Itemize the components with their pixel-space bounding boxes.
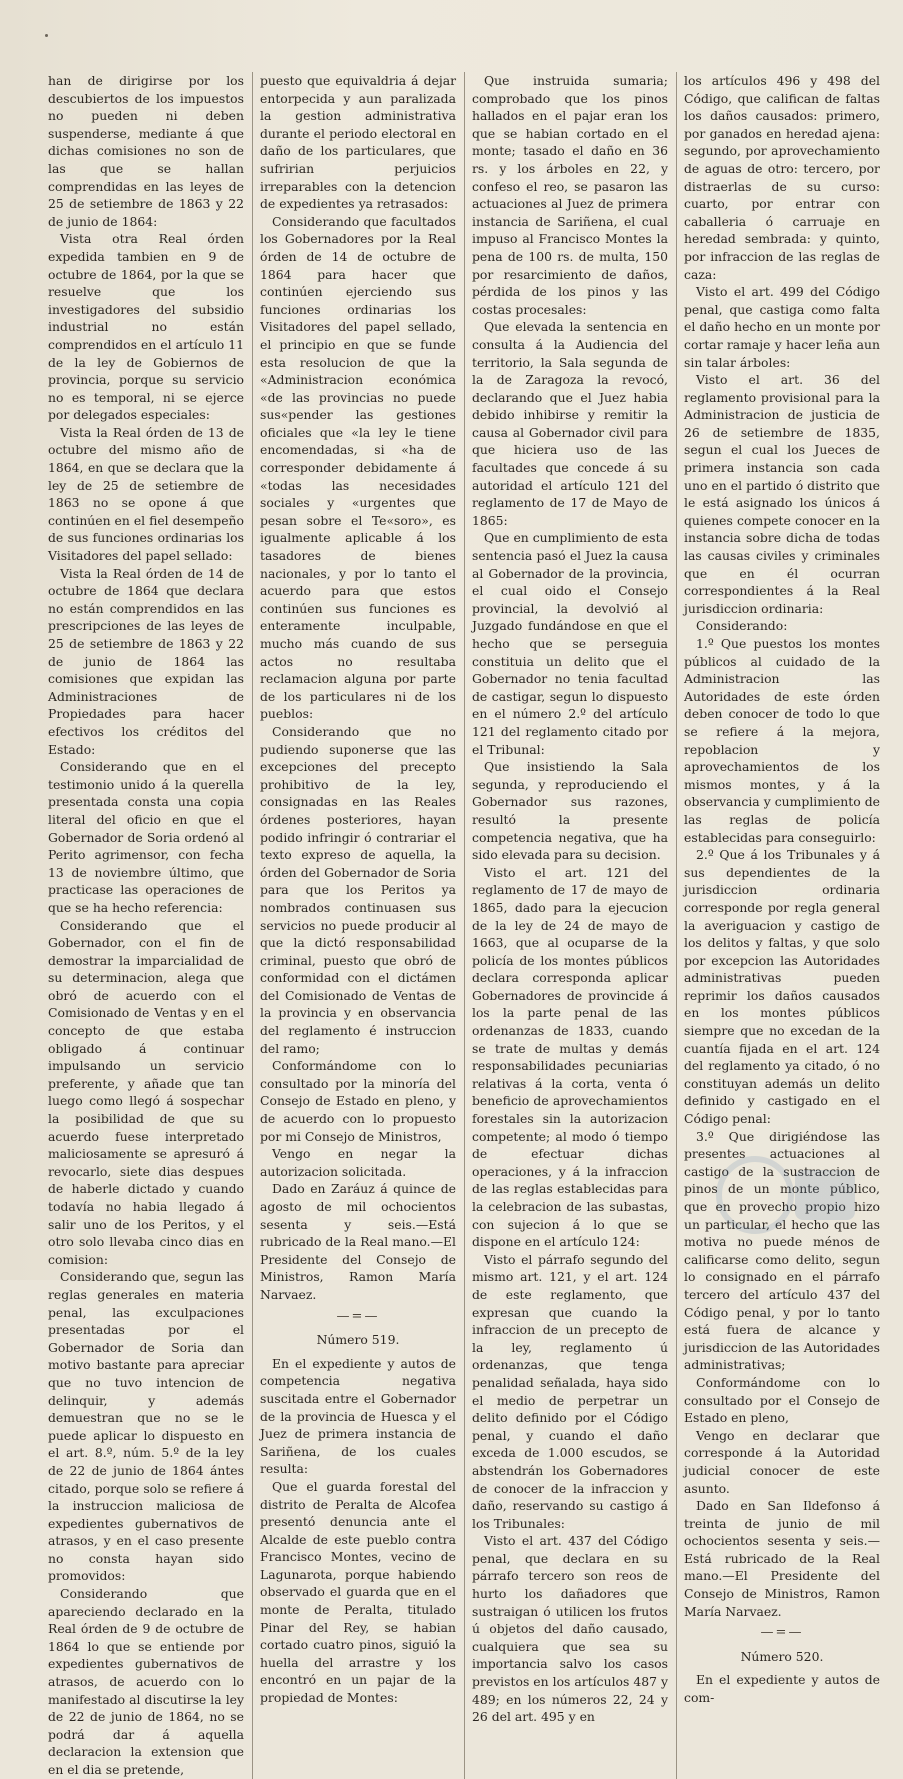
paragraph: han de dirigirse por los descubiertos de los impuestos no pueden ni deben suspenderse, mediante á que dichas comisiones no son de las que se hallan comprendidas en las leyes de 25 de setiembre de 1863 y 22 de junio de 1864: — [48, 73, 244, 229]
paragraph: Que insistiendo la Sala segunda, y reproduciendo el Gobernador sus razones, resultó la presente competencia negativa, que ha sido elevada para su decision. — [472, 759, 668, 863]
paragraph: Considerando: — [696, 618, 788, 634]
paragraph: Visto el art. 121 del reglamento de 17 de mayo de 1865, dado para la ejecucion de la ley de 24 de mayo de 1663, que al ocuparse de la policía de los montes públicos declara corresponda aplicar Gobernadores de provincide á los la parte penal de las ordenanzas de 1833, cuando se trate de multas y demás responsabilidades pecuniarias relativas á la corta, venta ó beneficio de aprovechamientos forestales sin la autorizacion competente; al modo ó tiempo de efectuar dichas operaciones, y á la infraccion de las reglas establecidas para la celebracion de las subastas, con sujecion á lo que se dispone en el artículo 124: — [472, 864, 668, 1250]
column-1 — [48, 72, 244, 1779]
paragraph: Visto el art. 36 del reglamento provisional para la Administracion de justicia de 26 de setiembre de 1835, segun el cual los Jueces de primera instancia son cada uno en el partido ó distrito que le está asignado los únicos á quienes compete conocer en la instancia sobre dicha de todas las causas civiles y criminales que en él ocurran correspondientes á la Real jurisdiccion ordinaria: — [684, 372, 880, 616]
section-number-heading: Número 519. — [316, 1332, 400, 1348]
paragraph: los artículos 496 y 498 del Código, que califican de faltas los daños causados: primero, por ganados en heredad ajena: segundo, por aprovechamiento de aguas de otro: tercero, por distraerlas de su curso: cuarto, por entrar con caballeria ó carruaje en heredad sembrada: y quinto, por infraccion de las reglas de caza: — [684, 73, 880, 282]
paragraph: Vengo en negar la autorizacion solicitada. — [260, 1146, 456, 1179]
column-2 — [260, 72, 456, 1779]
paragraph: Vista la Real órden de 14 de octubre de 1864 que declara no están comprendidos en las prescripciones de las leyes de 25 de setiembre de 1863 y 22 de junio de 1864 las comisiones que expidan las Administraciones de Propiedades para hacer efectivos los créditos del Estado: — [48, 565, 244, 757]
paragraph: 3.º Que dirigiéndose las presentes actuaciones al castigo de la sustraccion de pinos de un monte público, que en provecho propio hizo un particular, el hecho que las motiva no puede ménos de calificarse como delito, segun lo consignado en el párrafo tercero del artículo 437 del Código penal, y por lo tanto está fuera de alcance y jurisdiccion de las Autoridades administrativas; — [684, 1128, 880, 1373]
paragraph: 1.º Que puestos los montes públicos al cuidado de la Administracion las Autoridades de este órden deben conocer de todo lo que se refiere á la mejora, repoblacion y aprovechamientos de los mismos montes, y á la observancia y cumplimiento de las reglas de policía establecidas para conseguirlo: — [684, 636, 880, 845]
paragraph: Visto el art. 437 del Código penal, que declara en su párrafo tercero son reos de hurto los dañadores que sustraigan ó utilicen los frutos ú objetos del daño causado, cualquiera que sea su importancia salvo los casos previstos en los artículos 487 y 489; en los números 22, 24 y 26 del art. 495 y en — [472, 1533, 668, 1725]
paragraph: Conformándome con lo consultado por la minoría del Consejo de Estado en pleno, y de acuerdo con lo propuesto por mi Consejo de Ministros, — [260, 1058, 456, 1144]
section-number-heading: Número 520. — [740, 1648, 824, 1664]
paragraph: Dado en Zaráuz á quince de agosto de mil ochocientos sesenta y seis.—Está rubricado de la Real mano.—El Presidente del Consejo de Ministros, Ramon María Narvaez. — [260, 1181, 456, 1302]
paragraph: Considerando que, segun las reglas generales en materia penal, las exculpaciones presentadas por el Gobernador de Soria dan motivo bastante para apreciar que no tuvo intencion de delinquir, y además demuestran que no se le puede aplicar lo dispuesto en el art. 8.º, núm. 5.º de la ley de 22 de junio de 1864 ántes citado, porque solo se refiere á la instruccion maliciosa de expedientes gubernativos de atrasos, y en el caso presente no consta hayan sido promovidos: — [48, 1269, 244, 1584]
paragraph: Que elevada la sentencia en consulta á la Audiencia del territorio, la Sala segunda de la de Zaragoza la revocó, declarando que el Juez habia debido inhibirse y remitir la causa al Gobernador civil para que hiciera uso de las facultades que concede á su autoridad el artículo 121 del reglamento de 17 de Mayo de 1865: — [472, 319, 668, 528]
page-mark — [45, 34, 48, 37]
paragraph: Conformándome con lo consultado por el Consejo de Estado en pleno, — [684, 1374, 880, 1426]
paragraph: Que en cumplimiento de esta sentencia pasó el Juez la causa al Gobernador de la provincia, el cual oido el Consejo provincial, la devolvió al Juzgado fundándose en que el hecho que se perseguia constituia un delito que el Gobernador no tenia facultad de castigar, segun lo dispuesto en el número 2.º del artículo 121 del reglamento citado por el Tribunal: — [472, 530, 668, 757]
paragraph: Considerando que el Gobernador, con el fin de demostrar la imparcialidad de su determinacion, alega que obró de acuerdo con el Comisionado de Ventas y en el concepto de que estaba obligado á continuar impulsando un servicio preferente, y añade que tan luego como llegó á sospechar la posibilidad de que su acuerdo fuese interpretado maliciosamente se apresuró á revocarlo, siete dias despues de haberle dictado y cuando todavía no habia llegado á salir uno de los Peritos, y el otro solo llevaba cinco dias en comision: — [48, 917, 244, 1267]
paragraph: Que el guarda forestal del distrito de Peralta de Alcofea presentó denuncia ante el Alcalde de este pueblo contra Francisco Montes, vecino de Lagunarota, porque habiendo observado el guarda que en el monte de Peralta, titulado Pinar del Rey, se habian cortado cuatro pinos, siguió la huella del arrastre y los encontró en un pajar de la propiedad de Montes: — [260, 1478, 456, 1706]
paragraph: Vista otra Real órden expedida tambien en 9 de octubre de 1864, por la que se resuelve que los investigadores del subsidio industrial no están comprendidos en el artículo 11 de la ley de Gobiernos de provincia, porque su servicio no es temporal, ni se ejerce por delegados especiales: — [48, 231, 244, 423]
paragraph: Vista la Real órden de 13 de octubre del mismo año de 1864, en que se declara que la ley de 25 de setiembre de 1863 no se opone á que continúen en el fiel desempeño de sus funciones ordinarias los Visitadores del papel sellado: — [48, 424, 244, 564]
section-separator: —=— — [336, 1308, 380, 1324]
paragraph: Vengo en declarar que corresponde á la Autoridad judicial conocer de este asunto. — [684, 1427, 880, 1496]
paragraph: Visto el art. 499 del Código penal, que castiga como falta el daño hecho en un monte por cortar ramaje y hacer leña aun sin talar árboles: — [684, 284, 880, 370]
paragraph: Que instruida sumaria; comprobado que los pinos hallados en el pajar eran los que se habian cortado en el monte; tasado el daño en 36 rs. y los árboles en 22, y confeso el reo, se pasaron las actuaciones al Juez de primera instancia de Sariñena, el cual impuso al Francisco Montes la pena de 100 rs. de multa, 150 por resarcimiento de daños, pérdida de los pinos y las costas procesales: — [472, 73, 668, 317]
section-separator: —=— — [760, 1625, 804, 1641]
paragraph: puesto que equivaldria á dejar entorpecida y aun paralizada la gestion administrativa durante el periodo electoral en daño de los particulares, que sufririan perjuicios irreparables con la detencion de expedientes ya retrasados: — [260, 73, 456, 212]
paragraph: Visto el párrafo segundo del mismo art. 121, y el art. 124 de este reglamento, que expresan que cuando la infraccion de un precepto de la ley, reglamento ú ordenanzas, que tenga penalidad señalada, haya sido el medio de perpetrar un delito definido por el Código penal, y cuando el daño exceda de 1.000 escudos, se abstendrán los Gobernadores de conocer de la infraccion y daño, reservando su castigo á los Tribunales: — [472, 1251, 668, 1531]
paragraph: En el expediente y autos de com- — [684, 1672, 880, 1706]
column-4 — [684, 72, 880, 1779]
paragraph: Considerando que no pudiendo suponerse que las excepciones del precepto prohibitivo de la ley, consignadas en las Reales órdenes posteriores, hayan podido infringir ó contrariar el texto expreso de aquella, la órden del Gobernador de Soria para que los Peritos ya nombrados continuasen sus servicios no puede producir al que la dictó responsabilidad criminal, puesto que obró de conformidad con el dictámen del Comisionado de Ventas de la provincia y en observancia del reglamento é instruccion del ramo; — [260, 723, 456, 1056]
paragraph: Considerando que facultados los Gobernadores por la Real órden de 14 de octubre de 1864 para hacer que continúen ejerciendo sus funciones ordinarias los Visitadores del papel sellado, el principio en que se funde esta resolucion de que la «Administracion económica «de las provincias no puede sus«pender las gestiones oficiales que «la ley le tiene encomendadas, si «ha de corresponder debidamente á «todas las necesidades sociales y «urgentes que pesan sobre el Te«soro», es igualmente aplicable á los tasadores de bienes nacionales, y por lo tanto el acuerdo para que estos continúen sus funciones es enteramente inculpable, mucho más cuando de sus actos no resultaba reclamacion alguna por parte de los particulares ni de los pueblos: — [260, 213, 456, 722]
column-3 — [472, 72, 668, 1779]
paragraph: Dado en San Ildefonso á treinta de junio de mil ochocientos sesenta y seis.—Está rubricado de la Real mano.—El Presidente del Consejo de Ministros, Ramon María Narvaez. — [684, 1498, 880, 1619]
paragraph: 2.º Que á los Tribunales y á sus dependientes de la jurisdiccion ordinaria corresponde por regla general la averiguacion y castigo de los delitos y faltas, y que solo por excepcion las Autoridades administrativas pueden reprimir los daños causados en los montes públicos siempre que no excedan de la cuantía fijada en el art. 124 del reglamento ya citado, ó no constituyan además un delito definido y castigado en el Código penal: — [684, 847, 880, 1127]
paragraph: Considerando que en el testimonio unido á la querella presentada consta una copia literal del oficio en que el Gobernador de Soria ordenó al Perito agrimensor, con fecha 13 de noviembre último, que practicase las operaciones de que se ha hecho referencia: — [48, 759, 244, 915]
paragraph: Considerando que apareciendo declarado en la Real órden de 9 de octubre de 1864 lo que se entiende por expedientes gubernativos de atrasos, de acuerdo con lo manifestado al discutirse la ley de 22 de junio de 1864, no se podrá dar á aquella declaracion la extension que en el dia se pretende, — [48, 1586, 244, 1777]
text-columns — [48, 72, 880, 1777]
paragraph: En el expediente y autos de competencia negativa suscitada entre el Gobernador de la provincia de Huesca y el Juez de primera instancia de Sariñena, de los cuales resulta: — [260, 1355, 456, 1477]
